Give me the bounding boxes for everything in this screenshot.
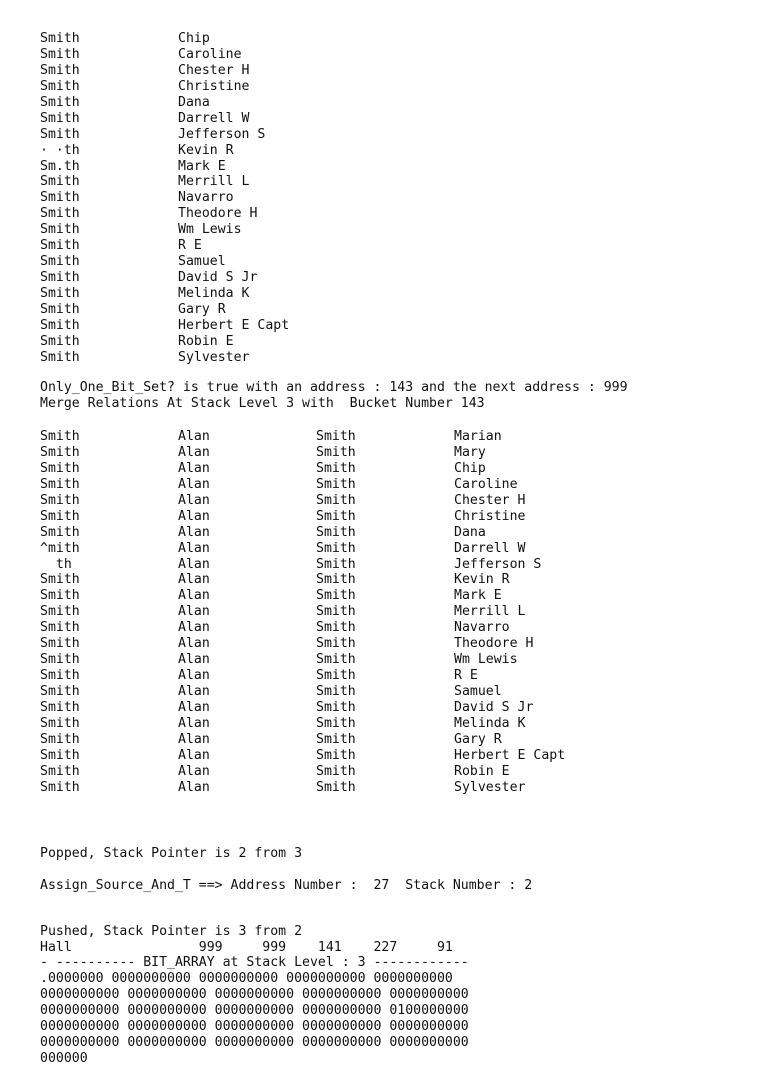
first-name-1: Alan xyxy=(178,731,210,747)
last-name: Smith xyxy=(40,190,80,206)
last-name-2: Smith xyxy=(316,668,356,684)
first-name-1: Alan xyxy=(178,604,210,620)
last-name-1: Smith xyxy=(40,492,80,508)
last-name-2: Smith xyxy=(316,604,356,620)
last-name: Smith xyxy=(40,238,80,254)
last-name: Smith xyxy=(40,206,80,222)
last-name-2: Smith xyxy=(316,715,356,731)
last-name-1: Smith xyxy=(40,524,80,540)
last-name: Smith xyxy=(40,222,80,238)
last-name: Smith xyxy=(40,254,80,270)
first-name-1: Alan xyxy=(178,668,210,684)
last-name-1: Smith xyxy=(40,460,80,476)
last-name-2: Smith xyxy=(316,508,356,524)
bit-array-row: 0000000000 0000000000 0000000000 0000000000 0000000000 xyxy=(40,1034,469,1050)
bit-array-dump xyxy=(40,955,469,1067)
first-name-1: Alan xyxy=(178,460,210,476)
first-name: Gary R xyxy=(178,301,226,317)
last-name-2: Smith xyxy=(316,699,356,715)
last-name-2: Smith xyxy=(316,763,356,779)
last-name-1: Smith xyxy=(40,779,80,795)
last-name-1: Smith xyxy=(40,715,80,731)
last-name-2: Smith xyxy=(316,747,356,763)
first-name: Chester H xyxy=(178,62,250,78)
last-name-1: Smith xyxy=(40,476,80,492)
first-name-2: Marian xyxy=(454,429,502,444)
last-name: Smith xyxy=(40,174,80,190)
bit-array-row: 0000000000 0000000000 0000000000 0000000000 0000000000 xyxy=(40,986,469,1002)
bit-array-rows xyxy=(40,971,469,1067)
first-name-1: Alan xyxy=(178,636,210,652)
last-name-2: Smith xyxy=(316,588,356,604)
first-name: Wm Lewis xyxy=(178,222,242,238)
first-name-2: Melinda K xyxy=(454,715,526,731)
first-name-1: Alan xyxy=(178,444,210,460)
first-name: David S Jr xyxy=(178,270,258,286)
first-name-1: Alan xyxy=(178,779,210,795)
last-name: Smith xyxy=(40,349,80,365)
first-name-2: Chester H xyxy=(454,492,526,508)
last-name: Smith xyxy=(40,126,80,142)
last-name: Smith xyxy=(40,286,80,301)
first-name: Theodore H xyxy=(178,206,258,222)
last-name-1: Smith xyxy=(40,429,80,444)
first-name-2: Gary R xyxy=(454,731,502,747)
first-name-2: Caroline xyxy=(454,476,518,492)
merge-relations-message: Merge Relations At Stack Level 3 with Bucket Number 143 xyxy=(40,395,485,411)
first-name-1: Alan xyxy=(178,476,210,492)
first-name-1: Alan xyxy=(178,684,210,699)
first-name-2: Christine xyxy=(454,508,526,524)
last-name-2: Smith xyxy=(316,620,356,636)
merge-messages xyxy=(40,380,628,412)
last-name: Smith xyxy=(40,317,80,333)
pushed-message: Pushed, Stack Pointer is 3 from 2 xyxy=(40,924,303,939)
bit-array-row: 000000 xyxy=(40,1050,88,1066)
last-name-1: Smith xyxy=(40,636,80,652)
last-name-2: Smith xyxy=(316,572,356,588)
last-name-1: Smith xyxy=(40,731,80,747)
last-name-1: Smith xyxy=(40,572,80,588)
last-name-2: Smith xyxy=(316,524,356,540)
last-name-2: Smith xyxy=(316,684,356,699)
last-name-1: Smith xyxy=(40,747,80,763)
last-name: Smith xyxy=(40,31,80,46)
first-name-1: Alan xyxy=(178,540,210,556)
first-name-2: Wm Lewis xyxy=(454,652,518,668)
first-name-2: Chip xyxy=(454,460,486,476)
first-name-2: Theodore H xyxy=(454,636,534,652)
first-name-2: Herbert E Capt xyxy=(454,747,566,763)
first-name-2: Darrell W xyxy=(454,540,526,556)
last-name-1: Smith xyxy=(40,620,80,636)
last-name-2: Smith xyxy=(316,444,356,460)
first-name: Merrill L xyxy=(178,174,250,190)
last-name: Sm.th xyxy=(40,158,80,174)
first-name-2: Dana xyxy=(454,524,486,540)
stack-status xyxy=(40,846,532,894)
first-name-2: Navarro xyxy=(454,620,510,636)
first-name-2: David S Jr xyxy=(454,699,534,715)
last-name-1: Smith xyxy=(40,668,80,684)
last-name-2: Smith xyxy=(316,460,356,476)
last-name-1: Smith xyxy=(40,508,80,524)
first-name-1: Alan xyxy=(178,620,210,636)
last-name-1: th xyxy=(40,556,72,572)
last-name: Smith xyxy=(40,94,80,110)
first-name: Jefferson S xyxy=(178,126,266,142)
bit-array-header: - ---------- BIT_ARRAY at Stack Level : 3 ------------ xyxy=(40,955,469,970)
last-name-2: Smith xyxy=(316,652,356,668)
first-name-1: Alan xyxy=(178,588,210,604)
first-name: Kevin R xyxy=(178,142,234,158)
last-name: Smith xyxy=(40,301,80,317)
last-name: Smith xyxy=(40,78,80,94)
last-name-1: Smith xyxy=(40,684,80,699)
last-name-1: Smith xyxy=(40,763,80,779)
last-name-1: Smith xyxy=(40,699,80,715)
last-name: Smith xyxy=(40,333,80,349)
last-name-1: Smith xyxy=(40,444,80,460)
last-name-2: Smith xyxy=(316,476,356,492)
first-name: Mark E xyxy=(178,158,226,174)
first-name: Melinda K xyxy=(178,286,250,301)
assign-message: Assign_Source_And_T ==> Address Number : 27 Stack Number : 2 xyxy=(40,877,533,893)
last-name-1: Smith xyxy=(40,588,80,604)
first-name: Christine xyxy=(178,78,250,94)
first-name-2: R E xyxy=(454,668,478,684)
first-name-2: Samuel xyxy=(454,684,502,699)
last-name: Smith xyxy=(40,270,80,286)
first-name-1: Alan xyxy=(178,747,210,763)
last-name-1: Smith xyxy=(40,604,80,620)
first-name-1: Alan xyxy=(178,508,210,524)
popped-message: Popped, Stack Pointer is 2 from 3 xyxy=(40,846,303,861)
first-name-1: Alan xyxy=(178,556,210,572)
first-name-2: Merrill L xyxy=(454,604,526,620)
last-name-2: Smith xyxy=(316,492,356,508)
first-name-1: Alan xyxy=(178,715,210,731)
first-name-1: Alan xyxy=(178,699,210,715)
last-name-2: Smith xyxy=(316,779,356,795)
last-name: Smith xyxy=(40,46,80,62)
first-name-1: Alan xyxy=(178,763,210,779)
only-one-bit-message: Only_One_Bit_Set? is true with an address : 143 and the next address : 999 xyxy=(40,380,628,395)
last-name: Smith xyxy=(40,62,80,78)
first-name: R E xyxy=(178,238,202,254)
first-name-1: Alan xyxy=(178,429,210,444)
last-name-2: Smith xyxy=(316,731,356,747)
last-name: · ·th xyxy=(40,142,80,158)
first-name: Caroline xyxy=(178,46,242,62)
hall-record: Hall 999 999 141 227 91 xyxy=(40,939,453,955)
first-name: Navarro xyxy=(178,190,234,206)
first-name-1: Alan xyxy=(178,524,210,540)
first-name: Samuel xyxy=(178,254,226,270)
first-name-1: Alan xyxy=(178,652,210,668)
last-name: Smith xyxy=(40,110,80,126)
last-name-1: ^mith xyxy=(40,540,80,556)
first-name-1: Alan xyxy=(178,572,210,588)
last-name-2: Smith xyxy=(316,429,356,444)
last-name-2: Smith xyxy=(316,540,356,556)
first-name-2: Sylvester xyxy=(454,779,526,795)
bit-array-row: 0000000000 0000000000 0000000000 0000000000 0100000000 xyxy=(40,1002,469,1018)
first-name: Chip xyxy=(178,31,210,46)
first-name: Dana xyxy=(178,94,210,110)
first-name: Herbert E Capt xyxy=(178,317,290,333)
first-name: Robin E xyxy=(178,333,234,349)
first-name-2: Mary xyxy=(454,444,486,460)
first-name-2: Jefferson S xyxy=(454,556,542,572)
bit-array-row: .0000000 0000000000 0000000000 0000000000 0000000000 xyxy=(40,970,453,986)
first-name: Darrell W xyxy=(178,110,250,126)
first-name: Sylvester xyxy=(178,349,250,365)
first-name-1: Alan xyxy=(178,492,210,508)
pushed-block xyxy=(40,924,453,956)
last-name-1: Smith xyxy=(40,652,80,668)
first-name-2: Kevin R xyxy=(454,572,510,588)
bit-array-row: 0000000000 0000000000 0000000000 0000000000 0000000000 xyxy=(40,1018,469,1034)
first-name-2: Mark E xyxy=(454,588,502,604)
last-name-2: Smith xyxy=(316,636,356,652)
last-name-2: Smith xyxy=(316,556,356,572)
first-name-2: Robin E xyxy=(454,763,510,779)
